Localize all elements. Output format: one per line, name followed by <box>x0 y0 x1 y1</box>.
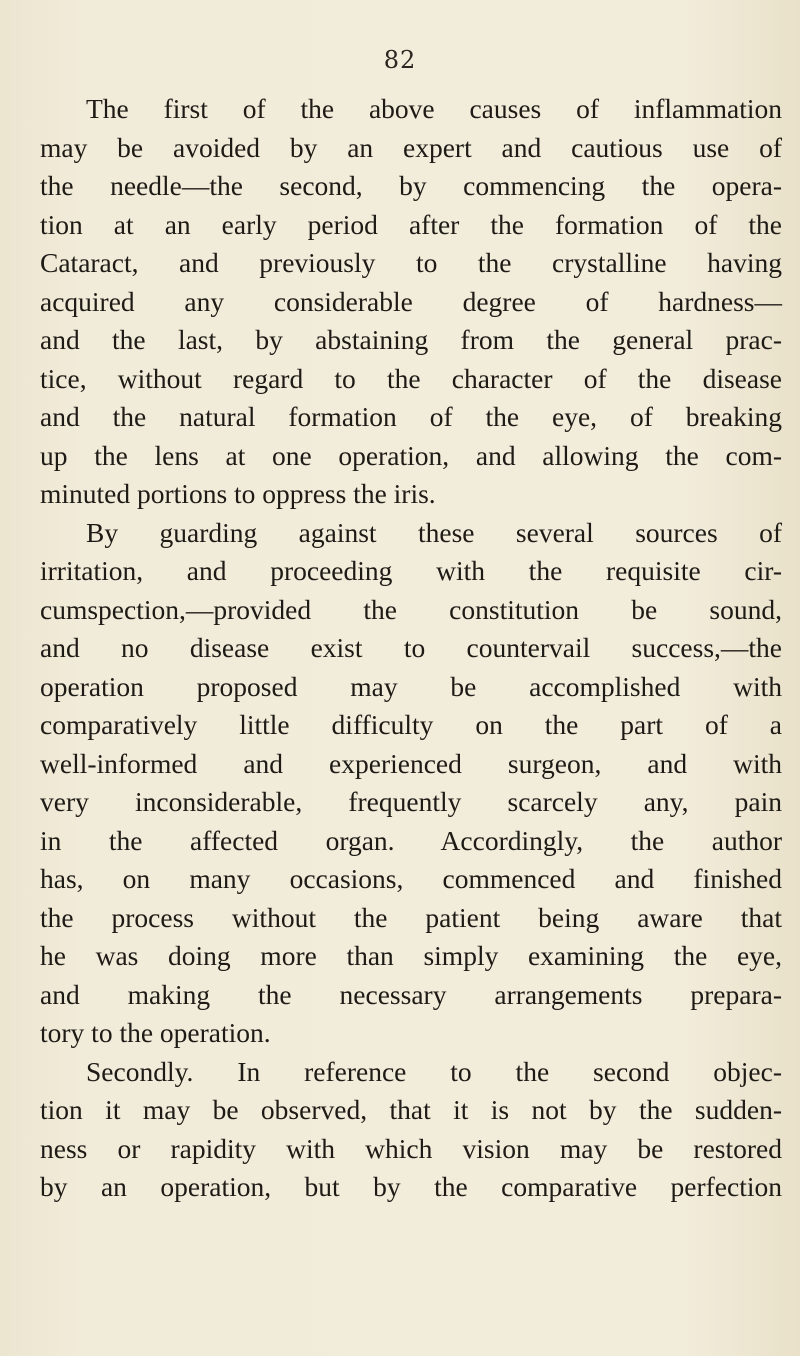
text-line: operation proposed may be accomplished with <box>40 670 782 702</box>
text-line: and making the necessary arrangements prepara- <box>40 978 782 1010</box>
text-line: and no disease exist to countervail success,—the <box>40 632 782 663</box>
text-line: ness or rapidity with which vision may be restored <box>40 1132 782 1164</box>
text-line: has, on many occasions, commenced and finished <box>40 863 782 894</box>
text-line: in the affected organ. Accordingly, the author <box>40 824 782 856</box>
text-line: tion at an early period after the formation of the <box>40 208 782 240</box>
text-line: the needle—the second, by commencing the opera- <box>40 170 782 201</box>
text-line: very inconsiderable, frequently scarcely any, pain <box>40 786 782 817</box>
text-line: cumspection,—provided the constitution be sound, <box>40 593 782 625</box>
text-line: tory to the operation. <box>40 1017 271 1048</box>
text-line: acquired any considerable degree of hardness— <box>40 285 782 317</box>
text-line: the process without the patient being aware that <box>40 901 782 933</box>
text-line: may be avoided by an expert and cautious use of <box>40 131 782 163</box>
text-line: well-informed and experienced surgeon, and with <box>40 747 782 779</box>
text-line: The first of the above causes of inflammation <box>86 93 782 124</box>
text-line: tice, without regard to the character of the disease <box>40 362 782 394</box>
text-line: and the natural formation of the eye, of breaking <box>40 401 782 432</box>
text-line: and the last, by abstaining from the general prac- <box>40 324 782 355</box>
text-line: he was doing more than simply examining the eye, <box>40 940 782 971</box>
body-text <box>40 90 782 1207</box>
text-line: minuted portions to oppress the iris. <box>40 478 436 509</box>
text-line: Cataract, and previously to the crystalline having <box>40 247 782 278</box>
text-line: By guarding against these several sources of <box>86 516 782 548</box>
text-line: irritation, and proceeding with the requisite cir- <box>40 555 782 586</box>
page-number: 82 <box>383 46 417 74</box>
text-line: Secondly. In reference to the second objec- <box>86 1055 782 1087</box>
text-line: up the lens at one operation, and allowing the com- <box>40 439 782 471</box>
text-line: tion it may be observed, that it is not by the sudden- <box>40 1094 782 1125</box>
text-line: comparatively little difficulty on the part of a <box>40 709 782 740</box>
text-line: by an operation, but by the comparative perfection <box>40 1171 782 1202</box>
